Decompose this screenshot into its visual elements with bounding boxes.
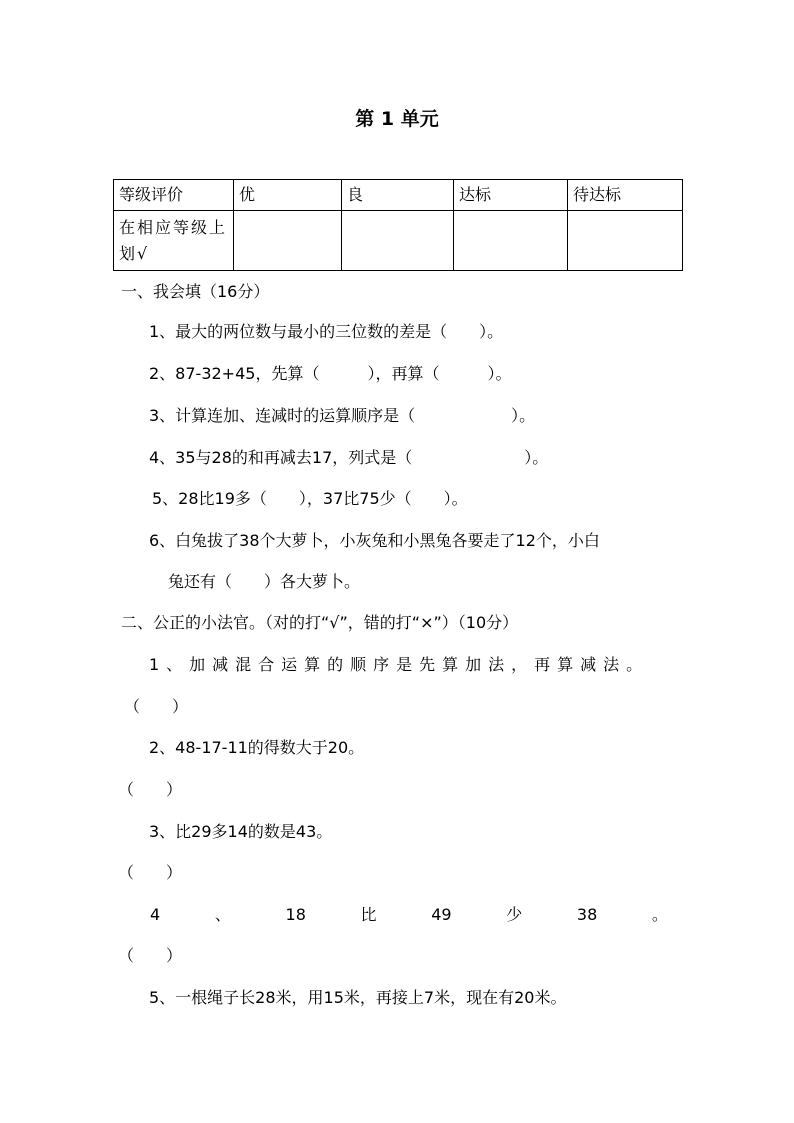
fill-question-3: 3、计算连加、连减时的运算顺序是（ ）。	[149, 406, 536, 425]
judge-q4-part: 18	[285, 905, 306, 924]
judge-question-2: 2、48-17-11的得数大于20。	[149, 738, 365, 757]
fill-question-5: 5、28比19多（ ），37比75少（ ）。	[152, 489, 468, 508]
grade-mark-label: 在相应等级上划√	[114, 211, 234, 271]
judge-q4-part: 少	[506, 905, 523, 924]
grade-header-pass: 达标	[454, 180, 568, 211]
grade-table-mark-row	[114, 211, 683, 271]
fill-question-6-line2: 兔还有（ ）各大萝卜。	[168, 572, 361, 591]
page-title: 第 1 单元	[355, 108, 439, 130]
section2-heading: 二、公正的小法官。（对的打“√”，错的打“×”）（10分）	[121, 613, 519, 632]
judge-question-3: 3、比29多14的数是43。	[149, 822, 333, 841]
judge-answer-2[interactable]: （ ）	[118, 780, 183, 799]
fill-question-6-line1: 6、白兔拔了38个大萝卜，小灰兔和小黑兔各要走了12个，小白	[149, 531, 600, 550]
fill-question-2: 2、87-32+45，先算（ ），再算（ ）。	[149, 364, 512, 383]
grade-header-needs-work: 待达标	[568, 180, 683, 211]
grade-table	[113, 179, 683, 271]
grade-mark-cell-excellent[interactable]	[234, 211, 342, 271]
judge-q4-part: 、	[214, 905, 231, 924]
section1-heading: 一、我会填（16分）	[121, 282, 270, 301]
grade-table-header-row	[114, 180, 683, 211]
grade-mark-cell-pass[interactable]	[454, 211, 568, 271]
judge-q4-part: 比	[360, 905, 377, 924]
judge-q4-part: 38	[576, 905, 598, 924]
judge-answer-1[interactable]: （ ）	[124, 697, 189, 716]
judge-answer-4[interactable]: （ ）	[118, 946, 183, 965]
grade-header-label: 等级评价	[114, 180, 234, 211]
judge-q4-part: 4	[150, 905, 161, 924]
judge-answer-3[interactable]: （ ）	[118, 863, 183, 882]
judge-q4-part: 。	[651, 905, 668, 924]
grade-mark-cell-good[interactable]	[342, 211, 454, 271]
grade-mark-cell-needs-work[interactable]	[568, 211, 683, 271]
grade-header-excellent: 优	[234, 180, 342, 211]
judge-q4-part: 49	[431, 905, 452, 924]
judge-question-4	[150, 904, 668, 926]
fill-question-4: 4、35与28的和再减去17，列式是（ ）。	[149, 448, 549, 467]
judge-question-1: 1、加减混合运算的顺序是先算加法，再算减法。	[149, 655, 650, 674]
grade-header-good: 良	[342, 180, 454, 211]
judge-question-5: 5、一根绳子长28米，用15米，再接上7米，现在有20米。	[149, 988, 567, 1007]
fill-question-1: 1、最大的两位数与最小的三位数的差是（ ）。	[149, 322, 504, 341]
